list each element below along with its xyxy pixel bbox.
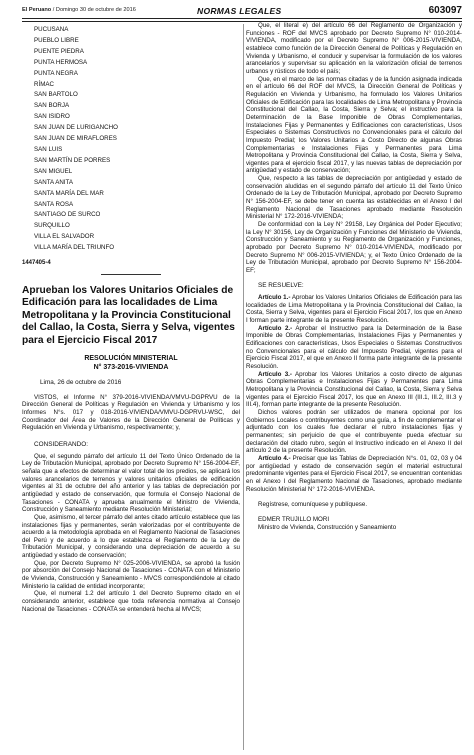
district-item: VILLA MARÍA DEL TRIUNFO	[34, 244, 115, 252]
page-header	[22, 4, 468, 18]
vistos-paragraph: VISTOS, el Informe N° 379-2016-VIVIENDA/VMVU-DGPRVU de la Dirección General de Políticas y Regulación en Vivienda y Urbanismo y los Informes N°s. 017 y 018-2016-VIVIENDA/VMVU-DGPRVU-WSC, del Coordinador del Área de Valores de la Dirección General de Políticas y Regulación en Vivienda y Urbanismo, respectivamente; y,	[22, 393, 240, 432]
resolution-type: RESOLUCIÓN MINISTERIAL	[84, 355, 178, 363]
district-item: SAN BORJA	[34, 102, 70, 110]
page-number: 603097	[428, 5, 462, 16]
district-item: SAN LUIS	[34, 145, 63, 153]
district-item: PUNTA NEGRA	[34, 69, 78, 77]
signer-title: Ministro de Vivienda, Construcción y Saneamiento	[258, 523, 397, 531]
district-item: SANTA ANITA	[34, 178, 73, 186]
district-item: SANTA ROSA	[34, 200, 74, 208]
considerando-paragraph: Que, el literal e) del artículo 66 del Reglamento de Organización y Funciones - ROF del MVCS aprobado por Decreto Supremo N° 010-2014-VIVIENDA, modificado por el Decreto Supremo N° 006-2015-VIVIENDA, establece como función de la Dirección General de Políticas y Regulación en Vivienda y Urbanismo, el conducir y supervisar la formulación de los valores arancelarios y supervisar su aplicación en la valorización oficial de terrenos urbanos y rústicos de todo el país;	[246, 22, 462, 75]
district-item: RÍMAC	[34, 80, 54, 88]
article-paragraph: Artículo 1.- Aprobar los Valores Unitarios Oficiales de Edificación para las localidades de Lima Metropolitana y la Provincia Constitucional del Callao, la Costa, Sierra y Selva, vigentes para el Ejercicio Fiscal 2017, los que en Anexo I forman parte integrante de la presente Resolución.	[246, 294, 462, 325]
considerando-label: CONSIDERANDO:	[34, 440, 88, 448]
article-paragraph: Artículo 4.- Precisar que las Tablas de Depreciación N°s. 01, 02, 03 y 04 por antigüedad y estado de conservación según el material estructural predominante vigentes para el Ejercicio Fiscal 2017, se encuentran contenidas en el Anexo I del Reglamento Nacional de Tasaciones, aprobado mediante Resolución Ministerial N° 172-2016-VIVIENDA.	[246, 454, 462, 493]
considerando-paragraph: Que, en el marco de las normas citadas y de la función asignada indicada en el artículo 66 del ROF del MVCS, la Dirección General de Políticas y Regulación en Vivienda y Urbanismo, ha formulado los Valores Unitarios Oficiales de Edificación para las localidades de Lima Metropolitana y Provincia Constitucional del Callao, la Costa, Sierra y Selva; el instructivo para la Determinación de la Base Imponible de Obras Complementarias, Instalaciones Fijas y Permanentes y Edificaciones con características, Usos Especiales o Sistemas Constructivos no Convencionales para el cálculo del Impuesto Predial; los Valores Unitarios a Costo Directo de algunas Obras Complementarias e Instalaciones Fijas y Permanentes para Lima Metropolitana y Provincia Constitucional del Callao, la Costa, Sierra y Selva, vigentes para el ejercicio fiscal 2017, y las nuevas tablas de depreciación por antigüedad y estado de conservación;	[246, 75, 462, 175]
newspaper-name: El Peruano	[22, 7, 52, 13]
resolution-title: Aprueban los Valores Unitarios Oficiales de Edificación para las localidades de Lima Metropolitana y la Provincia Constitucional del Callao, la Costa, Sierra y Selva, vigentes para el Ejercicio Fiscal 2017	[22, 284, 235, 346]
header-rule	[22, 18, 462, 19]
newspaper-masthead: El Peruano / Domingo 30 de octubre de 2016	[22, 7, 136, 13]
district-item: SAN ISIDRO	[34, 113, 70, 121]
considerando-paragraph: Que, asimismo, el tercer párrafo del antes citado artículo establece que las instalaciones fijas y permanentes, serán valorizadas por el contribuyente de acuerdo a la metodología aprobada en el Reglamento Nacional de Tasaciones del Perú y de acuerdo a lo que establezca el Reglamento de la Ley de Tributación Municipal, y considerando una depreciación de acuerdo a su antigüedad y estado de conservación;	[22, 513, 240, 560]
column-divider	[243, 24, 244, 750]
district-list	[34, 25, 240, 254]
district-item: SAN MARTÍN DE PORRES	[34, 156, 111, 164]
resolution-number: N° 373-2016-VIVIENDA	[93, 363, 169, 371]
district-item: PUCUSANA	[34, 26, 69, 33]
section-title: NORMAS LEGALES	[197, 6, 282, 16]
resuelve-label: SE RESUELVE:	[258, 282, 304, 290]
district-item: SAN JUAN DE MIRAFLORES	[34, 135, 117, 143]
closing-line: Regístrese, comuníquese y publíquese.	[258, 500, 368, 508]
signer-name: EDMER TRUJILLO MORI	[258, 515, 330, 523]
considerando-paragraph: Que, por Decreto Supremo N° 025-2006-VIVIENDA, se aprobó la fusión por absorción del Consejo Nacional de Tasaciones - CONATA con el Ministerio de Vivienda, Construcción y Saneamiento - MVCS correspondiéndole al citado Ministerio la calidad de entidad incorporante;	[22, 559, 240, 590]
left-column	[22, 22, 240, 752]
right-column	[246, 22, 462, 752]
district-item: PUENTE PIEDRA	[34, 47, 84, 55]
article-note-paragraph: Dichos valores podrán ser utilizados de manera opcional por los Gobiernos Locales o contribuyentes como una guía, a fin de complementar el adjuntado con los cuales fue declarar el rubro instalaciones fijas y permanentes; sin perjuicio de que el contribuyente pueda efectuar su declaración del citado rubro, según el Instructivo indicado en el Anexo II del artículo 2 de la presente Resolución.	[246, 409, 462, 455]
considerando-paragraph-start: Que, el numeral 1.2 del artículo 1 del Decreto Supremo citado en el considerando anterior, establece que toda referencia normativa al Consejo Nacional de Tasaciones - CONATA se entenderá hecha al MVCS;	[22, 590, 240, 613]
district-item: PUEBLO LIBRE	[34, 36, 79, 44]
document-code: 1447405-4	[22, 260, 51, 267]
article-paragraph: Artículo 3.- Aprobar los Valores Unitarios a costo directo de algunas Obras Complementarias e Instalaciones Fijas y Permanentes para Lima Metropolitana y la Provincia Constitucional del Callao, la Costa, Sierra y Selva vigentes para el Ejercicio Fiscal 2017, los que en Anexo III (III.1, III.2, III.3 y III.4), forman parte integrante de la presente Resolución.	[246, 370, 462, 409]
district-item: SAN MIGUEL	[34, 167, 73, 175]
district-item: SAN BARTOLO	[34, 91, 78, 99]
district-item: SANTA MARÍA DEL MAR	[34, 189, 104, 197]
issue-date: Domingo 30 de octubre de 2016	[55, 7, 136, 13]
district-item: VILLA EL SALVADOR	[34, 233, 95, 241]
resolution-heading	[22, 355, 240, 372]
considerando-paragraph: Que, respecto a las tablas de depreciación por antigüedad y estado de conservación aludidas en el segundo párrafo del artículo 11 del Texto Único Ordenado de la Ley de Tributación Municipal, aprobado por Decreto Supremo N° 156-2004-EF, se debe tener en cuenta las establecidas en el Anexo I del Reglamento Nacional de Tasaciones aprobado mediante Resolución Ministerial N° 172-2016-VIVIENDA;	[246, 175, 462, 221]
header-rule-thin	[22, 21, 462, 22]
district-item: SANTIAGO DE SURCO	[34, 211, 101, 219]
district-item: PUNTA HERMOSA	[34, 58, 88, 66]
district-item: SURQUILLO	[34, 222, 70, 230]
place-date: Lima, 26 de octubre de 2016	[40, 379, 122, 387]
district-item: SAN JUAN DE LURIGANCHO	[34, 124, 118, 132]
article-paragraph: Artículo 2.- Aprobar el Instructivo para la Determinación de la Base Imponible de Obras Complementarias, Instalaciones Fijas y Permanentes y Edificaciones con características, Usos Especiales o Sistemas Constructivos no Convencionales para el cálculo del Impuesto Predial, vigentes para el Ejercicio Fiscal 2017, el que en Anexo II forma parte integrante de la presente Resolución.	[246, 324, 462, 371]
separator-rule	[101, 274, 161, 275]
conformidad-paragraph: De conformidad con la Ley N° 29158, Ley Orgánica del Poder Ejecutivo; la Ley N° 30156, Ley de Organización y Funciones del Ministerio de Vivienda, Construcción y Saneamiento y su Reglamento de Organización y Funciones, aprobado por Decreto Supremo N° 010-2014-VIVIENDA, modificado por Decreto Supremo N° 006-2015-VIVIENDA; y, el Texto Único Ordenado de la Ley de Tributación Municipal, aprobado por Decreto Supremo N° 156-2004-EF;	[246, 221, 462, 274]
considerando-paragraph: Que, el segundo párrafo del artículo 11 del Texto Único Ordenado de la Ley de Tributación Municipal, aprobado por Decreto Supremo N° 156-2004-EF, señala que a efectos de determinar el valor total de los predios, se aplicará los valores arancelarios de terrenos y valores unitarios oficiales de edificación vigentes al 31 de octubre del año anterior y las tablas de depreciación por antigüedad y estado de conservación, que formula el Consejo Nacional de Tasaciones - CONATA y aprueba anualmente el Ministro de Vivienda, Construcción y Saneamiento mediante Resolución Ministerial;	[22, 452, 240, 514]
